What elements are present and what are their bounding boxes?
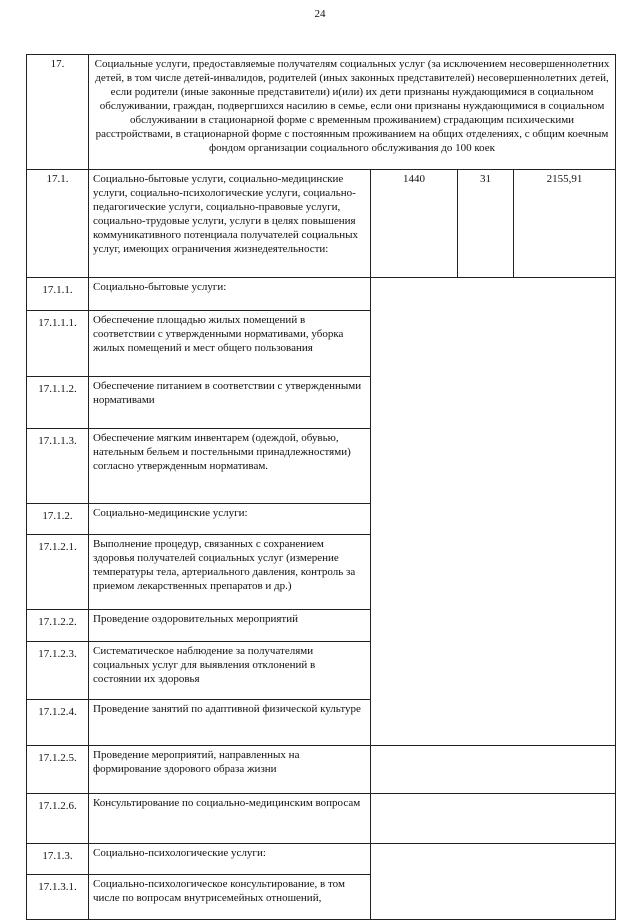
table-row [27, 278, 616, 311]
empty-values-cell [371, 844, 616, 920]
row-number: 17.1.3. [27, 844, 89, 875]
row-number: 17.1.2. [27, 504, 89, 535]
empty-values-cell [371, 278, 616, 746]
row-number: 17.1.2.2. [27, 610, 89, 642]
row-number: 17.1.2.4. [27, 700, 89, 746]
row-text: Проведение занятий по адаптивной физической культуре [89, 700, 371, 746]
row-text: Проведение мероприятий, направленных на формирование здорового образа жизни [89, 746, 371, 794]
section-title: Социальные услуги, предоставляемые получателям социальных услуг (за исключением несовершеннолетних детей, в том числе детей-инвалидов, родителей (иных законных представителей) несовершеннолетних детей, если родители (иные законные представители) и(или) их дети признаны нуждающимися в социальном обслуживании, граждан, подвергшихся насилию в семье, если они признаны нуждающимися в социальном обслуживании в стационарной форме с временным проживанием) страдающим психическими расстройствами, в стационарной форме с постоянным проживанием на общих отделениях, с общим коечным фондом организации социального обслуживания до 100 коек [89, 55, 616, 170]
table-row [27, 746, 616, 794]
row-text: Обеспечение площадью жилых помещений в соответствии с утвержденными нормативами, уборка жилых помещений и мест общего пользования [89, 311, 371, 377]
row-text: Выполнение процедур, связанных с сохранением здоровья получателей социальных услуг (измерение температуры тела, артериального давления, контроль за приемом лекарственных препаратов и др.) [89, 535, 371, 610]
row-number: 17.1.1. [27, 278, 89, 311]
empty-values-cell [371, 746, 616, 794]
table-row [27, 794, 616, 844]
value-cell-1: 1440 [371, 170, 458, 278]
section-number: 17. [27, 55, 89, 170]
row-number: 17.1.1.3. [27, 429, 89, 504]
row-text: Обеспечение питанием в соответствии с утвержденными нормативами [89, 377, 371, 429]
empty-values-cell [371, 794, 616, 844]
row-text: Социально-медицинские услуги: [89, 504, 371, 535]
services-table [26, 54, 616, 920]
table-row [27, 844, 616, 875]
row-text: Социально-психологическое консультирование, в том числе по вопросам внутрисемейных отношений, [89, 875, 371, 920]
row-text: Социально-бытовые услуги: [89, 278, 371, 311]
row-number: 17.1.2.3. [27, 642, 89, 700]
row-number: 17.1.2.1. [27, 535, 89, 610]
row-text: Обеспечение мягким инвентарем (одеждой, обувью, нательным бельем и постельными принадлежностями) согласно утвержденным нормативам. [89, 429, 371, 504]
row-text: Социально-психологические услуги: [89, 844, 371, 875]
main-service-row [27, 170, 616, 278]
section-row [27, 55, 616, 170]
row-number: 17.1.2.6. [27, 794, 89, 844]
row-text: Консультирование по социально-медицинским вопросам [89, 794, 371, 844]
row-number: 17.1.3.1. [27, 875, 89, 920]
row-text: Проведение оздоровительных мероприятий [89, 610, 371, 642]
row-number: 17.1.1.2. [27, 377, 89, 429]
row-number: 17.1.1.1. [27, 311, 89, 377]
value-cell-2: 31 [458, 170, 514, 278]
main-row-number: 17.1. [27, 170, 89, 278]
row-number: 17.1.2.5. [27, 746, 89, 794]
page-number: 24 [314, 8, 326, 20]
row-text: Систематическое наблюдение за получателями социальных услуг для выявления отклонений в состоянии их здоровья [89, 642, 371, 700]
value-cell-3: 2155,91 [514, 170, 616, 278]
main-row-text: Социально-бытовые услуги, социально-медицинские услуги, социально-психологические услуги, социально-педагогические услуги, социально-правовые услуги, социально-трудовые услуги, услуги в целях повышения коммуникативного потенциала получателей социальных услуг, имеющих ограничения жизнедеятельности: [89, 170, 371, 278]
